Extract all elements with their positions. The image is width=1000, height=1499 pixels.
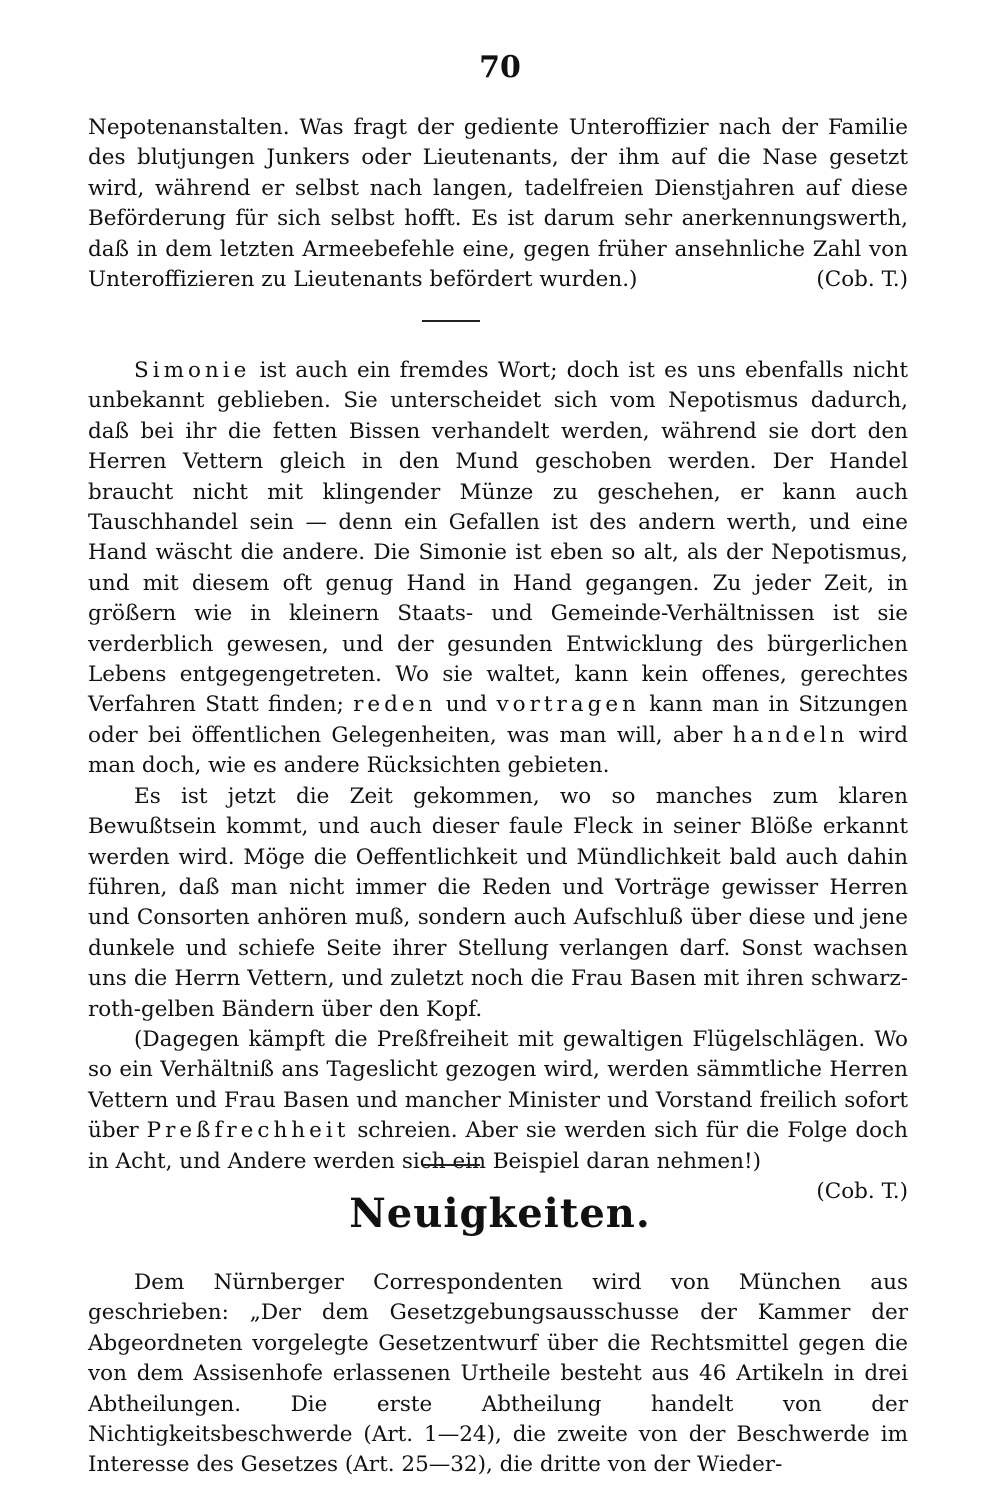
article-paragraph: Simonie ist auch ein fremdes Wort; doch ist es uns ebenfalls nicht unbekannt geblieben. Sie unterscheidet sich vom Nepotismus dadurch, daß bei ihr die fetten Bissen verhandelt werden, während sie dort den Herren Vettern gleich in den Mund geschoben werden. Der Handel braucht nicht mit klingender Münze zu geschehen, er kann auch Tauschhandel sein — denn ein Gefallen ist des andern werth, und eine Hand wäscht die andere. Die Simonie ist eben so alt, als der Nepotismus, und mit diesem oft genug Hand in Hand gegangen. Zu jeder Zeit, in größern wie in kleinern Staats- und Gemeinde-Verhältnissen ist sie verderblich gewesen, und der gesunden Entwicklung des bürgerlichen Lebens entgegengetreten. Wo sie waltet, kann kein offenes, gerechtes Verfahren Statt finden; reden und vortragen kann man in Sitzungen oder bei öffentlichen Gelegenheiten, was man will, aber handeln wird man doch, wie es andere Rücksichten gebieten.: [88, 358, 908, 779]
section-divider: [422, 1164, 480, 1166]
signature: (Cob. T.): [816, 267, 908, 293]
page-number: 70: [479, 50, 521, 85]
article-paragraph: Es ist jetzt die Zeit gekommen, wo so manches zum klaren Bewußtsein kommt, und auch dieser faule Fleck in seiner Blöße erkannt werden wird. Möge die Oeffentlichkeit und Mündlichkeit bald auch dahin führen, daß man nicht immer die Reden und Vorträge gewisser Herren und Consorten anhören muß, sondern auch Aufschluß über diese und jene dunkele und schiefe Seite ihrer Stellung verlangen darf. Sonst wachsen uns die Herrn Vettern, und zuletzt noch die Frau Basen mit ihren schwarz-roth-gelben Bändern über den Kopf.: [88, 783, 908, 1022]
article-nepotism-end: [88, 113, 908, 295]
section-divider: [422, 320, 480, 322]
article-simonie: [88, 356, 908, 1207]
article-paragraph: Dem Nürnberger Correspondenten wird von München aus geschrieben: „Der dem Gesetzgebungsausschusse der Kammer der Abgeordneten vorgelegte Gesetzentwurf über die Rechtsmittel gegen die von dem Assisenhofe erlassenen Urtheile besteht aus 46 Artikeln in drei Abtheilungen. Die erste Abtheilung handelt von der Nichtigkeitsbeschwerde (Art. 1—24), die zweite von der Beschwerde im Interesse des Gesetzes (Art. 25—32), die dritte von der Wieder-: [88, 1270, 908, 1478]
article-paragraph: Nepotenanstalten. Was fragt der gediente Unteroffizier nach der Familie des blutjungen Junkers oder Lieutenants, der ihm auf die Nase gesetzt wird, während er selbst nach langen, tadelfreien Dienstjahren auf diese Beförderung für sich selbst hofft. Es ist darum sehr anerkennungswerth, daß in dem letzten Armeebefehle eine, gegen früher ansehnliche Zahl von Unteroffizieren zu Lieutenants befördert wurden.) (Cob. T.): [88, 113, 908, 295]
signature: (Cob. T.): [816, 1178, 908, 1204]
article-paragraph: (Dagegen kämpft die Preßfreiheit mit gewaltigen Flügelschlägen. Wo so ein Verhältniß ans Tageslicht gezogen wird, werden sämmtliche Herren Vettern und Frau Basen und mancher Minister und Vorstand freilich sofort über Preßfrechheit schreien. Aber sie werden sich für die Folge doch in Acht, und Andere werden sich ein Beispiel daran nehmen!) (Cob. T.): [88, 1025, 908, 1177]
news-article: [88, 1268, 908, 1481]
section-heading: Neuigkeiten.: [349, 1190, 651, 1237]
